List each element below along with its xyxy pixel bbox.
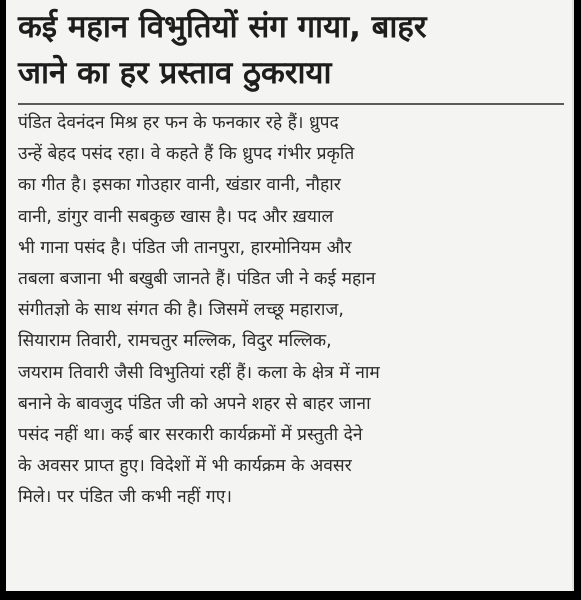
headline-line-1: कई महान विभुतियों संग गाया, बाहर (18, 9, 427, 45)
body-line: वानी, डांगुर वानी सबकुछ खास है। पद और ख़याल (18, 206, 334, 227)
body-line: बनाने के बावजुद पंडित जी को अपने शहर से बाहर जाना (18, 393, 371, 414)
article-body (18, 108, 566, 514)
body-line: का गीत है। इसका गोउहार वानी, खंडार वानी, नौहार (18, 175, 341, 196)
body-line: पसंद नहीं था। कई बार सरकारी कार्यक्रमों में प्रस्तुती देने (18, 425, 363, 446)
body-line: के अवसर प्राप्त हुए। विदेशों में भी कार्यक्रम के अवसर (18, 456, 352, 477)
headline-divider (18, 103, 564, 105)
body-line: सियाराम तिवारी, रामचतुर मल्लिक, विदुर मल्लिक, (18, 331, 332, 352)
body-line: तबला बजाना भी बखुबी जानते हैं। पंडित जी ने कई महान (18, 269, 376, 290)
body-line: उन्हें बेहद पसंद रहा। वे कहते हैं कि ध्रुपद गंभीर प्रकृति (18, 144, 355, 165)
body-line: पंडित देवनंदन मिश्र हर फन के फनकार रहे हैं। ध्रुपद (18, 113, 339, 133)
headline (18, 4, 566, 96)
body-line: जयराम तिवारी जैसी विभुतियां रहीं हैं। कला के क्षेत्र में नाम (18, 362, 380, 383)
newspaper-clipping (6, 0, 574, 591)
body-line: मिले। पर पंडित जी कभी नहीं गए। (18, 487, 232, 508)
body-line: भी गाना पसंद है। पंडित जी तानपुरा, हारमोनियम और (18, 237, 352, 258)
headline-line-2: जाने का हर प्रस्ताव ठुकराया (18, 55, 332, 91)
body-line: संगीतज्ञो के साथ संगत की है। जिसमें लच्छू महाराज, (18, 300, 344, 321)
